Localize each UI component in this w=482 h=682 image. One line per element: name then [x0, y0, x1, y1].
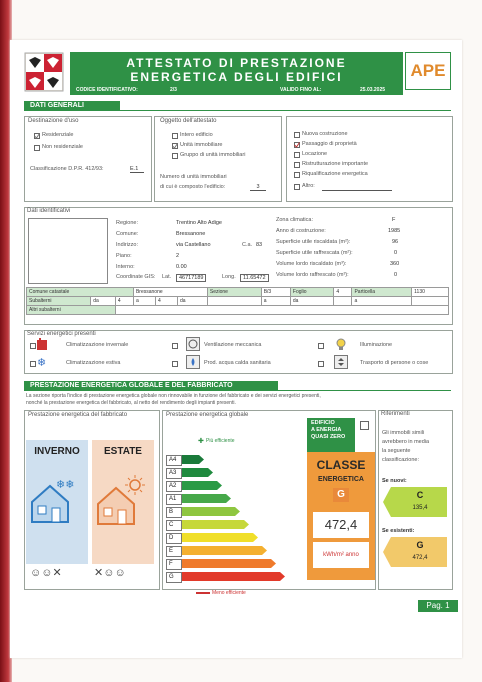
fabbricato-title: Prestazione energetica del fabbricato	[28, 412, 128, 418]
oggetto-title: Oggetto dell'attestato	[160, 118, 217, 124]
piano-value: 2	[176, 253, 180, 259]
coat-of-arms-icon	[24, 52, 64, 92]
catasto-table	[26, 287, 449, 315]
anno-label: Anno di costruzione:	[276, 228, 326, 234]
a-label: a	[261, 297, 290, 306]
cap-label: C.a.	[242, 242, 253, 248]
da-label: da	[91, 297, 116, 306]
classe-label: CLASSE	[316, 458, 366, 472]
nzeb-box	[307, 418, 355, 452]
sup-raff-value: 0	[394, 250, 398, 256]
gruppo-unita-label: Gruppo di unità immobiliari	[180, 152, 246, 158]
long-value: 11.65472	[240, 274, 269, 282]
class-label-c: C	[166, 520, 182, 531]
nuova-costruzione-checkbox[interactable]	[294, 132, 300, 138]
locazione-label: Locazione	[302, 151, 328, 157]
codice-label: CODICE IDENTIFICATIVO:	[76, 87, 138, 93]
rif-text-3: la seguente	[382, 448, 411, 454]
class-label-f: F	[166, 559, 182, 570]
comune-catastale-value: Bressanone	[133, 288, 207, 297]
svg-text:❄: ❄	[37, 357, 47, 368]
nuovi-class: C	[416, 490, 424, 500]
destinazione-box	[24, 116, 152, 202]
nuovi-value: 135,4	[412, 505, 428, 511]
identificativi-title: Dati identificativi	[27, 208, 71, 214]
serv-trasp-checkbox[interactable]	[318, 361, 324, 367]
piu-efficiente-label: Più efficiente	[206, 438, 235, 444]
class-bar-g	[182, 572, 285, 581]
serv-inv-label: Climatizzazione invernale	[66, 342, 129, 348]
units-label-1: Numero di unità immobiliari	[160, 174, 227, 180]
serv-illum-label: Illuminazione	[360, 342, 393, 348]
coord-label: Coordinate GIS:	[116, 274, 156, 280]
sup-utile-value: 96	[392, 239, 399, 245]
ristrutturazione-checkbox[interactable]	[294, 162, 300, 168]
codice-value: 2/3	[170, 87, 177, 93]
ape-badge: APE	[405, 52, 451, 90]
class-label-a4: A4	[166, 455, 182, 466]
rif-text-1: Gli immobili simili	[382, 430, 425, 436]
a-label: a	[352, 297, 412, 306]
class-bar-a1	[182, 494, 231, 503]
nzeb-line3: QUASI ZERO	[311, 434, 346, 440]
long-label: Long.	[222, 274, 236, 280]
units-value: 3	[250, 184, 266, 191]
classificazione-label: Classificazione D.P.R. 412/93:	[30, 166, 104, 172]
units-label-2: di cui è composto l'edificio:	[160, 184, 226, 190]
subalterni-label: Subalterni	[27, 297, 91, 306]
elevator-icon	[334, 355, 348, 369]
sezione-value: B/3	[261, 288, 290, 297]
vol-risc-label: Volume lordo riscaldato (m³):	[276, 261, 347, 267]
piano-label: Piano:	[116, 253, 132, 259]
servizi-title: Servizi energetici presenti	[27, 331, 96, 337]
locazione-checkbox[interactable]	[294, 152, 300, 158]
lightbulb-icon	[334, 337, 348, 351]
lat-value: 46717189	[176, 274, 206, 282]
inverno-rating-icons: ☺☺✕	[30, 567, 62, 579]
rif-text-4: classificazione:	[382, 457, 419, 463]
a-label: a	[133, 297, 155, 306]
vol-raff-label: Volume lordo raffrescato (m³):	[276, 272, 349, 278]
hot-water-icon	[186, 355, 200, 369]
nzeb-checkbox[interactable]	[360, 421, 369, 430]
regione-label: Regione:	[116, 220, 139, 226]
meno-efficiente-label: Meno efficiente	[212, 590, 246, 596]
vol-risc-value: 360	[390, 261, 400, 267]
sun-icon	[124, 474, 146, 496]
check-mark-icon	[34, 133, 40, 139]
arrow-down-icon	[196, 592, 210, 594]
check-mark-icon	[294, 142, 300, 148]
class-label-e: E	[166, 546, 182, 557]
class-label-b: B	[166, 507, 182, 518]
check-mark-icon	[172, 143, 178, 149]
altro-line	[322, 190, 392, 191]
nzeb-line2: A ENERGIA	[311, 427, 342, 433]
regione-value: Trentino Alto Adige	[176, 220, 222, 226]
class-bar-b	[182, 507, 240, 516]
snowflake-icon	[36, 356, 48, 368]
ristrutturazione-label: Ristrutturazione importante	[302, 161, 369, 167]
dati-generali-heading: DATI GENERALI	[24, 101, 120, 110]
classificazione-value: E.1	[130, 166, 144, 173]
ep-unit: kWh/m² anno	[313, 542, 369, 568]
radiator-icon	[36, 338, 48, 352]
divider	[24, 110, 451, 111]
class-bar-a2	[182, 481, 222, 490]
estate-rating-icons: ✕☺☺	[94, 567, 126, 579]
cap-value: 83	[256, 242, 263, 248]
particella-value: 1130	[412, 288, 449, 297]
esistenti-class: G	[416, 540, 424, 550]
zona-value: F	[392, 217, 396, 223]
energetica-label: ENERGETICA	[318, 476, 364, 483]
lat-label: Lat.	[162, 274, 172, 280]
title-banner	[70, 52, 403, 88]
estate-label: ESTATE	[104, 446, 142, 457]
valido-label: VALIDO FINO AL:	[280, 87, 322, 93]
comune-catastale-label: Comune catastale	[27, 288, 134, 297]
comune-label: Comune:	[116, 231, 139, 237]
classe-value: G	[333, 488, 349, 502]
serv-illum-checkbox[interactable]	[318, 343, 324, 349]
interno-label: Interno:	[116, 264, 135, 270]
indirizzo-value: via Castellano	[176, 242, 211, 248]
code-bar	[70, 86, 403, 95]
foglio-value: 4	[334, 288, 352, 297]
class-label-g: G	[166, 572, 182, 583]
ep-value: 472,4	[313, 512, 369, 538]
altro-label: Altro:	[302, 183, 315, 189]
prestazione-text-1: La sezione riporta l'indice di prestazione energetica globale non rinnovabile in funzione del fabbricato e dei servizi energetici presenti,	[26, 393, 321, 399]
comune-value: Bressanone	[176, 231, 206, 237]
class-label-d: D	[166, 533, 182, 544]
sup-raff-label: Superficie utile raffrescata (m²):	[276, 250, 353, 256]
class-bar-f	[182, 559, 276, 568]
da-label: da	[290, 297, 333, 306]
class-label-a2: A2	[166, 481, 182, 492]
intero-edificio-checkbox[interactable]	[172, 133, 178, 139]
altro-checkbox[interactable]	[294, 184, 300, 190]
class-label-a3: A3	[166, 468, 182, 479]
vol-raff-value: 0	[394, 272, 398, 278]
sup-utile-label: Superficie utile riscaldata (m²):	[276, 239, 351, 245]
foglio-label: Foglio	[290, 288, 333, 297]
class-label-a1: A1	[166, 494, 182, 505]
indirizzo-label: Indirizzo:	[116, 242, 139, 248]
class-bar-c	[182, 520, 249, 529]
residenziale-label: Residenziale	[42, 132, 74, 138]
nuova-costruzione-label: Nuova costruzione	[302, 131, 348, 137]
zona-label: Zona climatica:	[276, 217, 313, 223]
sezione-label: Sezione	[207, 288, 261, 297]
destinazione-title: Destinazione d'uso	[28, 118, 79, 124]
particella-label: Particella	[352, 288, 412, 297]
arrow-up-icon: ✚	[198, 438, 204, 445]
class-bar-a3	[182, 468, 213, 477]
rif-text-2: avrebbero in media	[382, 439, 430, 445]
globale-title: Prestazione energetica globale	[166, 412, 249, 418]
riqualificazione-label: Riqualificazione energetica	[302, 171, 368, 177]
non-residenziale-label: Non residenziale	[42, 144, 83, 150]
passaggio-proprieta-label: Passaggio di proprietà	[302, 141, 357, 147]
esistenti-label: Se esistenti:	[382, 528, 415, 534]
sub1-value: 4	[115, 297, 133, 306]
anno-value: 1985	[388, 228, 401, 234]
title-line1: ATTESTATO DI PRESTAZIONE	[126, 56, 347, 70]
nzeb-line1: EDIFICIO	[311, 420, 335, 426]
serv-acs-checkbox[interactable]	[172, 361, 178, 367]
page-number: Pag. 1	[418, 600, 458, 612]
title-line2: ENERGETICA DEGLI EDIFICI	[130, 70, 343, 84]
inverno-label: INVERNO	[34, 446, 80, 457]
altri-subalterni-label: Altri subalterni	[27, 306, 116, 315]
valido-value: 25.03.2025	[360, 87, 386, 93]
gruppo-unita-checkbox[interactable]	[172, 153, 178, 159]
prestazione-text-2: nonché la prestazione energetica del fabbricato, al netto del rendimento degli impianti presenti.	[26, 400, 236, 406]
divider	[24, 390, 451, 391]
ventilation-icon	[186, 337, 200, 351]
esistenti-value: 472,4	[412, 555, 428, 561]
snowflake-icon: ❄❄	[56, 479, 75, 491]
photo-placeholder	[28, 218, 108, 284]
non-residenziale-checkbox[interactable]	[34, 145, 40, 151]
serv-trasp-label: Trasporto di persone o cose	[360, 360, 429, 366]
class-bar-d	[182, 533, 258, 542]
interno-value: 0.00	[176, 264, 187, 270]
da-label: da	[178, 297, 208, 306]
serv-est-label: Climatizzazione estiva	[66, 360, 121, 366]
prestazione-heading: PRESTAZIONE ENERGETICA GLOBALE E DEL FABBRICATO	[24, 381, 278, 390]
serv-vent-label: Ventilazione meccanica	[204, 342, 262, 348]
unita-immobiliare-label: Unità immobiliare	[180, 142, 223, 148]
riferimenti-title: Riferimenti	[381, 411, 410, 417]
riqualificazione-checkbox[interactable]	[294, 172, 300, 178]
sub2-value: 4	[155, 297, 177, 306]
serv-vent-checkbox[interactable]	[172, 343, 178, 349]
intero-edificio-label: Intero edificio	[180, 132, 213, 138]
serv-acs-label: Prod. acqua calda sanitaria	[204, 360, 271, 366]
class-bar-e	[182, 546, 267, 555]
nuovi-label: Se nuovi:	[382, 478, 407, 484]
